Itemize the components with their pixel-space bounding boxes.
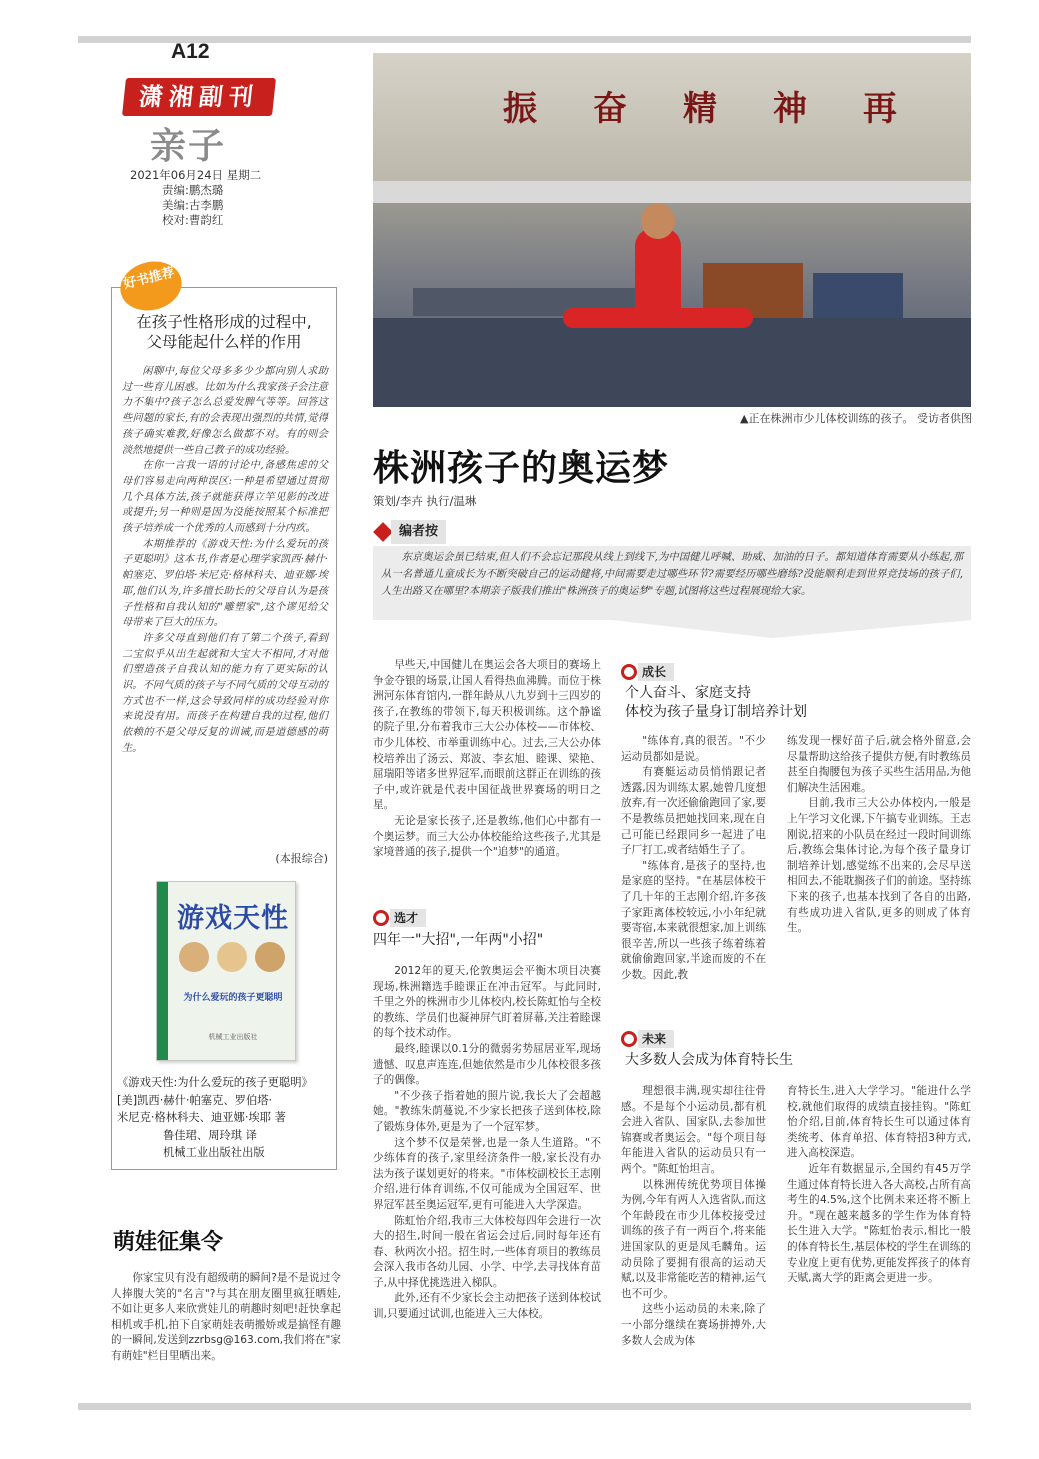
paragraph: "练体育,真的很苦。"不少运动员都如是说。 — [621, 735, 766, 763]
paragraph: 许多父母直到他们有了第二个孩子,看到二宝似乎从出生起就和大宝大不相同,才对他们塑造孩子自我认知的能力有了更实际的认识。不同气质的孩子与不同气质的父母互动的方式也不一样,这会导致同样的成功经验对你来说没有用。而孩子在构建自我的过程,他们依赖的不是父母反复的训诫,而是道德感的萌生。 — [122, 632, 328, 754]
photo-caption: ▲正在株洲市少儿体校训练的孩子。 受访者供图 — [740, 412, 972, 425]
source-note: (本报综合) — [275, 852, 328, 865]
paragraph: 陈虹怡介绍,我市三大体校每四年会进行一次大的招生,时间一般在省运会过后,同时每年还有春、秋两次小招。招生时,一些体育项目的教练员会深入我市各幼儿园、小学、中学,去寻找体育苗子,从中择优挑选进入梯队。 — [373, 1214, 601, 1289]
article-column — [787, 1084, 971, 1287]
paragraph: 本期推荐的《游戏天性:为什么爱玩的孩子更聪明》这本书,作者是心理学家凯西·赫什·帕塞克、罗伯塔·米尼克·格林科夫、迪亚娜·埃耶,他们认为,许多擅长助长的父母自认为是孩子性格和自我认知的"雕塑家",这个谬见给父母带来了巨大的压力。 — [122, 538, 328, 629]
paragraph: 2012年的夏天,伦敦奥运会平衡木项目决赛现场,株洲籍选手睦课正在冲击冠军。与此同时,千里之外的株洲市少儿体校内,校长陈虹怡与全校的教练、学员们也凝神屏气盯着屏幕,关注着睦课的每个技术动作。 — [373, 965, 601, 1040]
proofreader-credit: 校对:曹韵红 — [162, 213, 224, 227]
paragraph: "练体育,是孩子的坚持,也是家庭的坚持。"在基层体校干了几十年的王志刚介绍,许多孩子家距离体校较远,小小年纪就要寄宿,本来就很想家,加上训练很辛苦,所以一些孩子练着练着就偷偷跑回家,半途而废的不在少数。因此,教 — [621, 859, 766, 981]
editor-credit: 责编:鹏杰璐 — [162, 183, 224, 197]
paragraph: 练发现一棵好苗子后,就会格外留意,会尽量帮助这给孩子提供方便,有时教练员甚至自掏腰包为孩子买些生活用品,为他们解决生活困难。 — [787, 735, 971, 794]
book-cover-image — [156, 881, 296, 1061]
paragraph: "不少孩子指着她的照片说,我长大了会超越她。"教练朱荫蔓说,不少家长把孩子送到体校,除了锻炼身体外,更是为了一个冠军梦。 — [373, 1089, 601, 1133]
gymnast-photo — [373, 53, 971, 407]
paragraph: 有赛艇运动员悄悄跟记者透露,因为训练太累,她曾几度想放弃,有一次还偷偷跑回了家,要不是教练员把她找回来,现在自己可能已经跟同乡一起进了电子厂打工,或者结婚生子了。 — [621, 766, 766, 857]
cover-publisher: 机械工业出版社 — [208, 1033, 258, 1041]
paragraph: 在你一言我一语的讨论中,备感焦虑的父母们容易走向两种误区:一种是希望通过贯彻几个具体方法,孩子就能获得立竿见影的改进或提升;另一种则是因为没能按照某个标准把孩子培养成一个优秀的人而感到十分内疚。 — [122, 460, 328, 535]
section-subtitle: 大多数人会成为体育特长生 — [625, 1052, 793, 1068]
paragraph: 闲聊中,每位父母多多少少都向别人求助过一些育儿困惑。比如为什么我家孩子会注意力不集中?孩子怎么总爱发脾气等等。回答这些问题的家长,有的会表现出强烈的共情,觉得孩子确实难教,好像怎么做都不对。有的则会淡然地提供一些自己教子的成功经验。 — [122, 366, 328, 456]
call-title: 萌娃征集令 — [113, 1230, 224, 1255]
page-number: A12 — [171, 40, 210, 63]
section-tag-xuancai: 选才 — [373, 909, 433, 927]
book-box-title: 在孩子性格形成的过程中, 父母能起什么样的作用 — [136, 313, 312, 351]
circle-icon — [621, 664, 637, 680]
top-rule — [78, 36, 971, 43]
paragraph: 这个梦不仅是荣誉,也是一条人生道路。"不少练体育的孩子,家里经济条件一般,家长没有办法为孩子谋划更好的将来。"市体校副校长王志刚介绍,进行体育训练,不仅可能成为全国冠军、世界冠军甚至奥运冠军,更有可能进入大学深造。 — [373, 1136, 601, 1211]
bottom-rule — [78, 1403, 971, 1410]
paragraph: 无论是家长孩子,还是教练,他们心中都有一个奥运梦。而三大公办体校能给这些孩子,尤其是家境普通的孩子,提供一个"追梦"的通道。 — [373, 814, 601, 859]
circle-icon — [373, 910, 389, 926]
paragraph: 育特长生,进入大学学习。"能进什么学校,就他们取得的成绩直接挂钩。"陈虹怡介绍,目前,体育特长生可以通过体育类统考、体育单招、体育特招3种方式,进入高校深造。 — [787, 1085, 971, 1160]
book-authors: [美]凯西·赫什·帕塞克、罗伯塔· — [117, 1093, 273, 1107]
paragraph: 最终,睦课以0.1分的微弱劣势屈居亚军,现场遗憾、叹息声连连,但她依然是市少儿体校很多孩子的偶像。 — [373, 1042, 601, 1087]
paragraph: 此外,还有不少家长会主动把孩子送到体校试训,只要通过试训,也能进入三大体校。 — [373, 1292, 601, 1321]
edition-info — [130, 168, 261, 228]
book-publisher: 机械工业出版社出版 — [163, 1146, 265, 1159]
bear-illustration-icon — [179, 942, 209, 972]
call-body: 你家宝贝有没有超级萌的瞬间?是不是说过令人捧腹大笑的"名言"?与其在朋友圈里疯狂晒娃,不如让更多人来欣赏娃儿的萌趣时刻吧!赶快拿起相机或手机,拍下自家萌娃表萌搬娇或是搞怪有趣的一瞬间,发送到zzrbsg@163.com,我们将在"家有萌娃"栏目里晒出来。 — [111, 1272, 341, 1362]
section-subtitle: 个人奋斗、家庭支持 体校为孩子量身订制培养计划 — [625, 685, 807, 720]
paragraph: 目前,我市三大公办体校内,一般是上午学习文化课,下午搞专业训练。王志刚说,招来的小队员在经过一段时间训练后,教练会集体讨论,为每个孩子量身订制培养计划,感觉练不出来的,会尽早送相回去,不能耽搁孩子们的前途。坚持练下来的孩子,也基本找到了各自的出路,有些成功进入省队,更多的则成了体育生。 — [787, 797, 971, 935]
pen-icon — [373, 522, 393, 542]
paragraph: 早些天,中国健儿在奥运会各大项目的赛场上争金夺银的场景,让国人看得热血沸腾。而位于株洲河东体育馆内,一群年龄从八九岁到十三四岁的孩子,在教练的带领下,每天积极训练。这个静谧的院子里,分布着我市三大公办体校——市体校、市少儿体校、市举重训练中心。过去,三大公办体校培养出了汤云、郑波、李玄旭、睦课、梁艳、屈瑞阳等诸多世界冠军,而眼前这群正在训练的孩子中,或许就是代表中国征战世界赛场的明日之星。 — [373, 659, 601, 812]
headline: 株洲孩子的奥运梦 — [373, 448, 670, 489]
cover-subtitle: 为什么爱玩的孩子更聪明 — [183, 993, 283, 1003]
byline: 策划/李卉 执行/温琳 — [373, 494, 477, 508]
section-title: 亲子 — [150, 125, 227, 167]
issue-date: 2021年06月24日 星期二 — [130, 168, 262, 182]
paragraph: 理想很丰满,现实却往往骨感。不是每个小运动员,都有机会进入省队、国家队,去参加世锦赛或者奥运会。"每个项目每年能进入省队的运动员只有一两个。"陈虹怡坦言。 — [621, 1085, 766, 1175]
book-translators: 鲁佳珺、周玲琪 译 — [163, 1128, 257, 1142]
book-box-body — [122, 364, 328, 757]
wall-slogan: 振奋精神再 — [503, 89, 953, 129]
section-subtitle: 四年一"大招",一年两"小招" — [373, 932, 544, 948]
book-title: 《游戏天性:为什么爱玩的孩子更聪明》 — [117, 1076, 313, 1089]
article-column — [373, 964, 601, 1323]
designer-credit: 美编:古李鹏 — [162, 198, 224, 212]
book-authors: 米尼克·格林科夫、迪亚娜·埃耶 著 — [117, 1111, 286, 1124]
section-tag-weilai: 未来 — [621, 1030, 691, 1048]
cover-title: 游戏天性 — [177, 903, 289, 934]
paragraph: 这些小运动员的未来,除了一小部分继续在赛场拼搏外,大多数人会成为体 — [621, 1303, 766, 1347]
article-column — [787, 734, 971, 937]
editor-note-tag: 编者按 — [373, 520, 445, 544]
supplement-logo: 潇湘副刊 — [122, 78, 276, 116]
circle-icon — [621, 1031, 637, 1047]
recommend-badge: 好书推荐 — [115, 255, 187, 317]
section-tag-chengzhang: 成长 — [621, 663, 691, 681]
article-column — [373, 658, 601, 861]
book-spine — [157, 882, 168, 1060]
editor-note: 东京奥运会虽已结束,但人们不会忘记那段从线上到线下,为中国健儿呼喊、助威、加油的日子。都知道体育需要从小练起,那从一名普通儿童成长为不断突破自己的运动健将,中间需要走过哪些环节?需要经历哪些磨练?没能顺利走到世界竞技场的孩子们,人生出路又在哪里?本期亲子版我们推出"株洲孩子的奥运梦"专题,试图将这些过程展现给大家。 — [373, 546, 971, 620]
paragraph: 近年有数据显示,全国约有45万学生通过体育特长进入各大高校,占所有高考生的4.5%,这个比例未来还将不断上升。"现在越来越多的学生作为体育特长生进入大学。"陈虹怡表示,相比一般的体育特长生,基层体校的学生在训练的专业度上更有优势,更能发挥孩子的体育天赋,离大学的距离会更进一步。 — [787, 1162, 971, 1285]
article-column — [621, 1084, 766, 1349]
book-info — [117, 1074, 332, 1162]
bear-illustration-icon — [217, 942, 247, 972]
bear-illustration-icon — [255, 942, 285, 972]
article-column — [621, 734, 766, 984]
paragraph: 以株洲传统优势项目体操为例,今年有两人入选省队,而这个年龄段在市少儿体校接受过训练的孩子有一两百个,将来能进国家队的更是凤毛麟角。运动员除了要拥有很高的运动天赋,以及非常能吃苦的精神,运气也不可少。 — [621, 1178, 766, 1300]
